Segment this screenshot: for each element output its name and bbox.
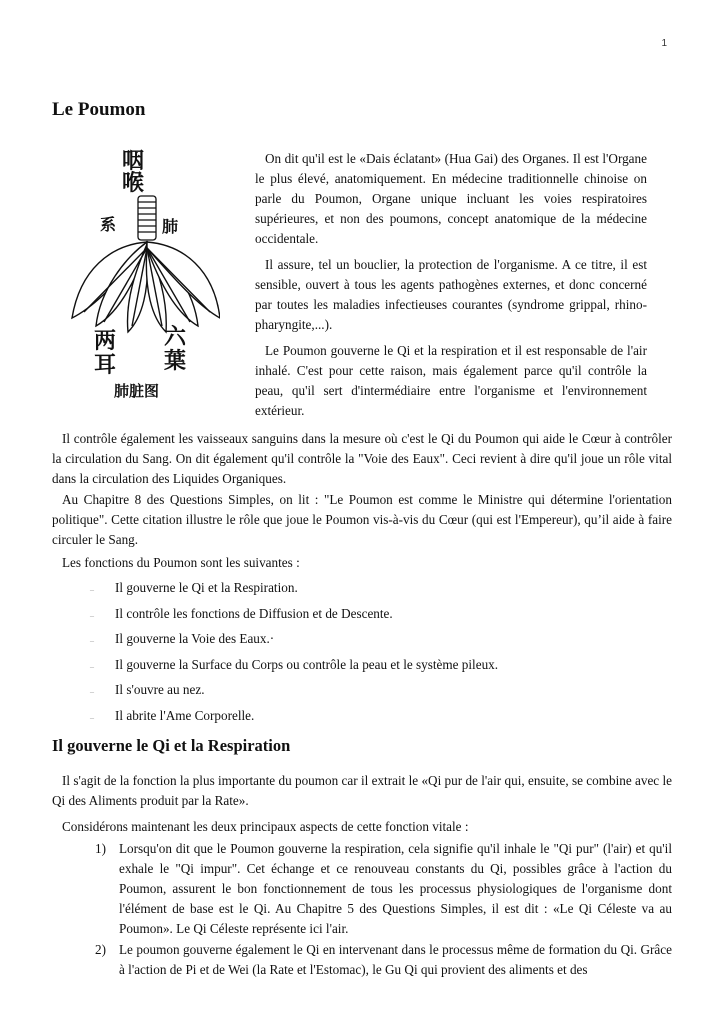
body-paragraph: Au Chapitre 8 des Questions Simples, on lit : "Le Poumon est comme le Ministre qui détermine l'orientation politique". Cette citation illustre le rôle que joue le Poumon vis-à-vis du Cœur (qui est l'Empereur), qu’il aide à faire circuler le Sang. <box>52 492 672 547</box>
body-paragraph-block <box>52 817 672 837</box>
list-item-text: Il gouverne la Surface du Corps ou contrôle la peau et le système pileux. <box>115 656 499 672</box>
page-title: Le Poumon <box>52 99 146 120</box>
body-paragraph-block <box>52 771 672 811</box>
lung-leaves <box>72 242 220 332</box>
lung-illustration <box>70 140 220 402</box>
item-number: 2) <box>95 942 106 957</box>
section-heading: Il gouverne le Qi et la Respiration <box>52 736 291 755</box>
list-item-text: Il s'ouvre au nez. <box>115 682 205 698</box>
item-text: Lorsqu'on dit que le Poumon gouverne la respiration, cela signifie qu'il inhale le "Qi pur" (l'air) et qu'il exhale le "Qi impur". Cet échange et ce renouveau constants du Qi, possibles grâce à l'action du Poumon, assurent le bon fonctionnement de tous les processus physiologiques de l'organisme dont l'élément de base est le Qi. Au Chapitre 5 des Questions Simples, il est dit : «Le Qi Céleste va au Poumon». Le Qi Céleste représente ici l'air. <box>119 841 672 936</box>
body-paragraph: Il contrôle également les vaisseaux sanguins dans la mesure où c'est le Qi du Poumon qui aide le Cœur à contrôler la circulation du Sang. On dit également qu'il contrôle la "Voie des Eaux". Ceci revient à dire qu'il joue un rôle vital dans la circulation des Liquides Organiques. <box>52 431 672 486</box>
list-item-text: Il gouverne la Voie des Eaux.· <box>115 631 275 647</box>
body-paragraph-block <box>52 553 672 573</box>
list-item-text: Il abrite l'Ame Corporelle. <box>115 707 255 723</box>
illus-caption: 肺脏图 <box>114 382 160 400</box>
bullet-marker: – <box>90 585 94 594</box>
illus-label-xi: 系 <box>100 215 117 234</box>
intro-paragraph: Le Poumon gouverne le Qi et la respiration et il est responsable de l'air inhalé. C'est pour cette raison, mais également parce qu'il contrôle la peau, qu'il sert d'intermédiaire entre l'organisme et l'environnement extérieur. <box>255 343 647 418</box>
illus-label-fei: 肺 <box>162 217 179 236</box>
list-item <box>90 575 650 601</box>
illus-label-liang: 两 <box>94 329 117 354</box>
body-paragraph: Il s'agit de la fonction la plus importante du poumon car il extrait le «Qi pur de l'air qui, ensuite, se combine avec le Qi des Aliments produit par la Rate». <box>52 773 672 808</box>
intro-paragraph: On dit qu'il est le «Dais éclatant» (Hua Gai) des Organes. Il est l'Organe le plus élevé, anatomiquement. En médecine traditionnelle chinoise on parle du Poumon, Organe unique incluant les voies respiratoires supérieures, et non des poumons, concept anatomique de la médecine occidentale. <box>255 151 647 246</box>
body-paragraph-block <box>52 429 672 489</box>
page-number: 1 <box>661 38 667 49</box>
illus-label-yan: 咽 <box>122 149 145 174</box>
bullet-marker: – <box>90 610 94 620</box>
numbered-item <box>95 940 672 980</box>
trachea <box>138 196 156 240</box>
illus-label-er: 耳 <box>94 353 117 378</box>
bullet-marker: – <box>90 661 94 671</box>
functions-list <box>90 575 650 729</box>
list-item <box>90 703 650 729</box>
bullet-marker: – <box>90 687 94 697</box>
list-item-text: Il gouverne le Qi et la Respiration. <box>115 580 298 595</box>
list-item <box>90 677 650 703</box>
functions-intro: Les fonctions du Poumon sont les suivantes : <box>62 555 300 570</box>
body-paragraph: Considérons maintenant les deux principaux aspects de cette fonction vitale : <box>62 819 469 834</box>
list-item <box>90 652 650 678</box>
list-item-text: Il contrôle les fonctions de Diffusion et de Descente. <box>115 605 393 621</box>
illus-label-hou: 喉 <box>122 171 145 196</box>
intro-paragraph: Il assure, tel un bouclier, la protection de l'organisme. A ce titre, il est sensible, ouvert à tous les agents pathogènes externes, et donc concerné par toutes les maladies infectieuses courantes (syndrome grippal, rhino-pharyngite,...). <box>255 257 647 332</box>
item-text: Le poumon gouverne également le Qi en intervenant dans le processus même de formation du Qi. Grâce à l'action de Pi et de Wei (la Rate et l'Estomac), le Gu Qi qui provient des aliments et des <box>119 942 672 977</box>
list-item <box>90 601 650 627</box>
intro-column <box>255 149 647 427</box>
list-item <box>90 626 650 652</box>
bullet-marker: – <box>90 636 94 646</box>
bullet-marker: – <box>90 712 94 722</box>
illus-label-ye: 葉 <box>164 349 187 374</box>
item-number: 1) <box>95 841 106 856</box>
body-paragraph-block <box>52 490 672 550</box>
illus-label-liu: 六 <box>164 325 187 350</box>
numbered-item <box>95 839 672 939</box>
